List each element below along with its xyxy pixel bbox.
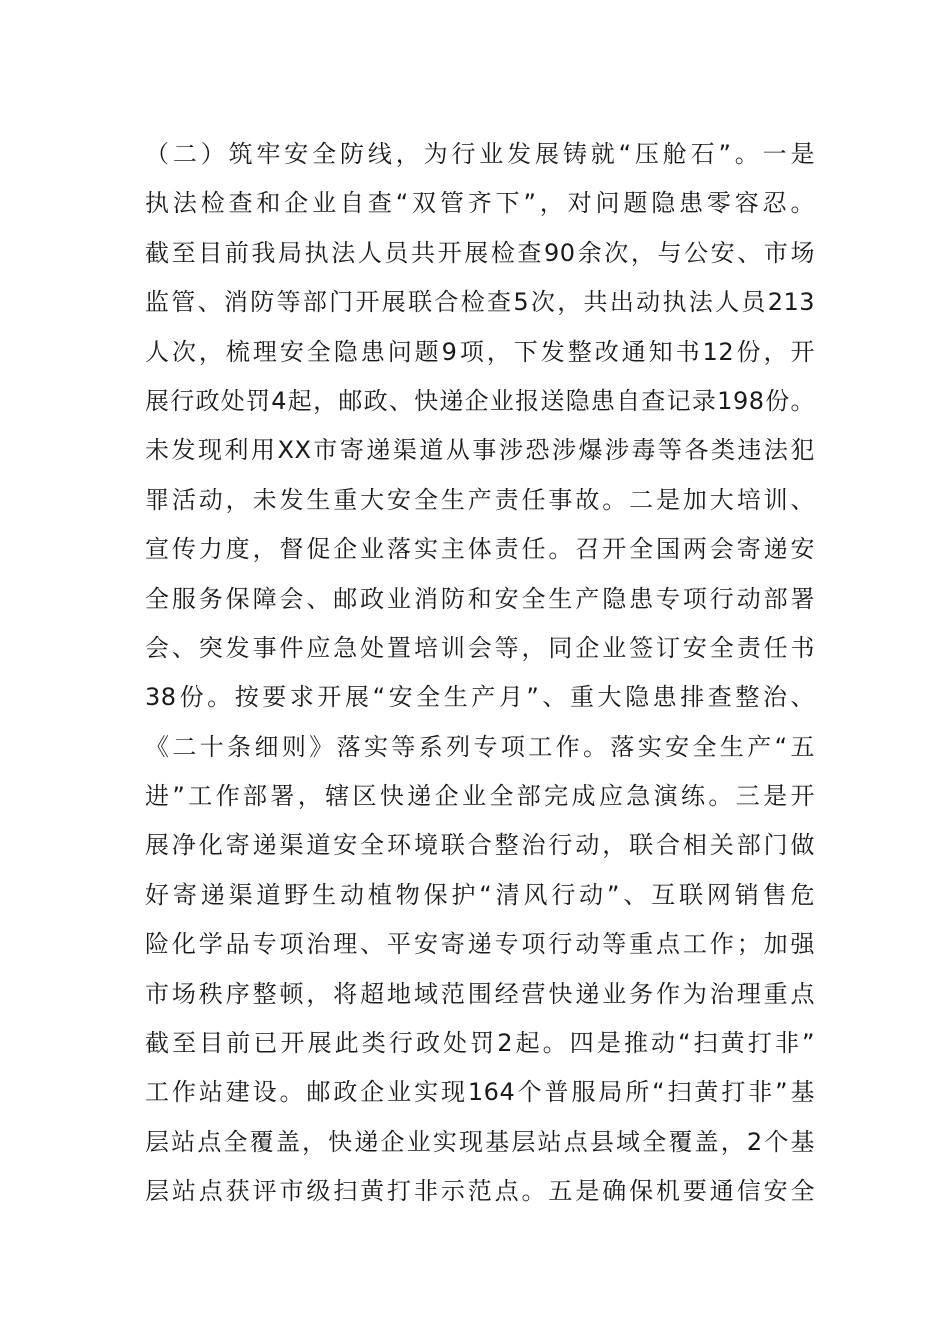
text-line: 人次，梳理安全隐患问题9项，下发整改通知书12份，开	[145, 337, 815, 366]
body-paragraph	[145, 130, 815, 1217]
text-line: 展净化寄递渠道安全环境联合整治行动，联合相关部门做	[145, 831, 815, 860]
text-line: 市场秩序整顿，将超地域范围经营快递业务作为治理重点	[145, 979, 815, 1008]
text-line: 好寄递渠道野生动植物保护“清风行动”、互联网销售危	[145, 880, 815, 909]
text-line: 罪活动，未发生重大安全生产责任事故。二是加大培训、	[145, 485, 815, 514]
text-line: 执法检查和企业自查“双管齐下”，对问题隐患零容忍。	[145, 189, 815, 218]
text-line: 38份。按要求开展“安全生产月”、重大隐患排查整治、	[145, 683, 815, 712]
text-line: 展行政处罚4起，邮政、快递企业报送隐患自查记录198份。	[145, 386, 815, 415]
text-line: 工作站建设。邮政企业实现164个普服局所“扫黄打非”基	[145, 1078, 815, 1107]
text-line: 层站点获评市级扫黄打非示范点。五是确保机要通信安全	[145, 1177, 815, 1206]
text-line: （二）筑牢安全防线，为行业发展铸就“压舱石”。一是	[145, 140, 815, 168]
text-line: 截至目前我局执法人员共开展检查90余次，与公安、市场	[145, 238, 815, 267]
text-line: 监管、消防等部门开展联合检查5次，共出动执法人员213	[145, 288, 815, 317]
text-line: 层站点全覆盖，快递企业实现基层站点县域全覆盖，2个基	[145, 1127, 815, 1156]
text-line: 未发现利用XX市寄递渠道从事涉恐涉爆涉毒等各类违法犯	[145, 436, 815, 465]
text-line: 会、突发事件应急处置培训会等，同企业签订安全责任书	[145, 633, 815, 662]
text-line: 全服务保障会、邮政业消防和安全生产隐患专项行动部署	[145, 584, 815, 613]
text-line: 截至目前已开展此类行政处罚2起。四是推动“扫黄打非”	[145, 1029, 815, 1058]
text-line: 险化学品专项治理、平安寄递专项行动等重点工作；加强	[145, 930, 815, 959]
text-line: 进”工作部署，辖区快递企业全部完成应急演练。三是开	[145, 782, 815, 811]
text-line: 《二十条细则》落实等系列专项工作。落实安全生产“五	[145, 732, 815, 761]
text-line: 宣传力度，督促企业落实主体责任。召开全国两会寄递安	[145, 535, 815, 564]
